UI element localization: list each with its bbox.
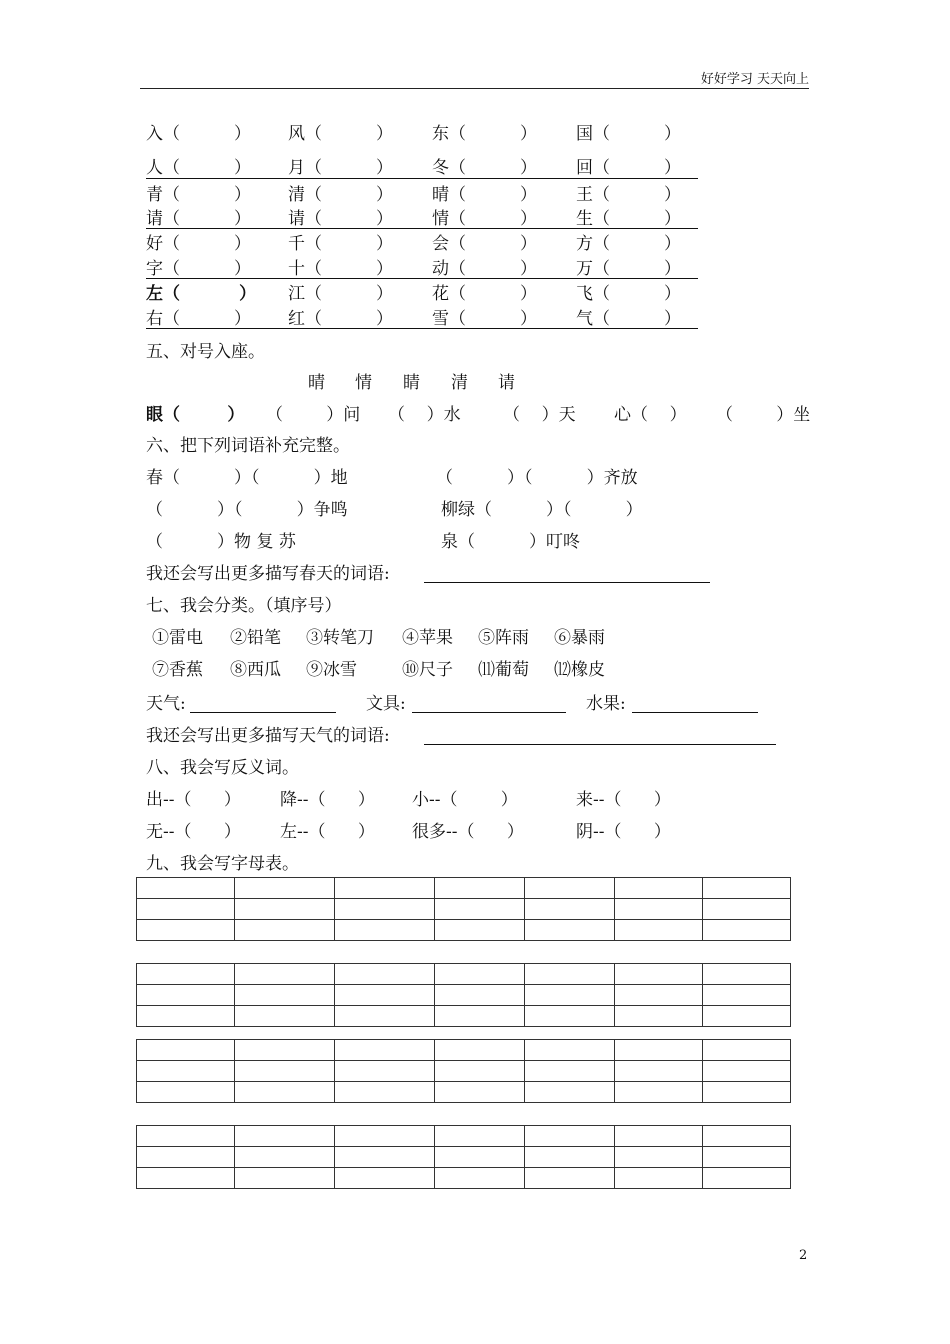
grid-row — [137, 1082, 791, 1103]
grid-row — [137, 920, 791, 941]
char-cell: 右（ ） — [146, 309, 252, 329]
section5-word: 晴 — [308, 373, 325, 393]
char-cell: 请（ ） — [146, 209, 252, 229]
char-cell: 晴（ ） — [432, 185, 538, 205]
antonym-item: 出--（ ） — [146, 790, 241, 810]
grid-row — [137, 1040, 791, 1061]
classify-item: ③转笔刀 — [306, 628, 374, 648]
idiom-blank: （ ）（ ）争鸣 — [146, 500, 348, 520]
char-cell: 人（ ） — [146, 158, 252, 178]
category-weather-line[interactable] — [190, 712, 336, 713]
section5-blank: （ ）天 — [503, 405, 576, 425]
classify-item: ②铅笔 — [230, 628, 281, 648]
idiom-blank: （ ）（ ）齐放 — [436, 468, 638, 488]
section5-blank: 眼（ ） — [146, 405, 245, 425]
header-motto: 好好学习 天天向上 — [700, 72, 809, 87]
classify-item: ①雷电 — [152, 628, 203, 648]
antonym-item: 降--（ ） — [280, 790, 375, 810]
section6-title: 六、把下列词语补充完整。 — [146, 436, 350, 456]
antonym-item: 阴--（ ） — [576, 822, 671, 842]
idiom-blank: 春（ ）（ ）地 — [146, 468, 348, 488]
section5-word: 睛 — [403, 373, 420, 393]
rule-line — [146, 228, 698, 229]
classify-item: ⑥暴雨 — [554, 628, 605, 648]
section8-title: 八、我会写反义词。 — [146, 758, 299, 778]
char-cell: 冬（ ） — [432, 158, 538, 178]
grid-row — [137, 985, 791, 1006]
rule-line — [146, 178, 698, 179]
section5-word: 请 — [498, 373, 515, 393]
classify-item: ⑤阵雨 — [478, 628, 529, 648]
char-cell: 回（ ） — [576, 158, 682, 178]
spring-more-line[interactable] — [424, 582, 710, 583]
classify-item: ⑩尺子 — [402, 660, 453, 680]
grid-row — [137, 899, 791, 920]
alphabet-grid — [136, 877, 791, 941]
section5-word: 情 — [355, 373, 372, 393]
char-cell: 千（ ） — [288, 234, 394, 254]
antonym-item: 无--（ ） — [146, 822, 241, 842]
grid-row — [137, 1126, 791, 1147]
idiom-blank: 柳绿（ ）（ ） — [441, 500, 643, 520]
char-cell: 入（ ） — [146, 124, 252, 144]
char-cell: 左（ ） — [146, 284, 257, 304]
page-header — [140, 62, 809, 89]
char-cell: 江（ ） — [288, 284, 394, 304]
alphabet-grid — [136, 1125, 791, 1189]
alphabet-grid — [136, 1039, 791, 1103]
char-cell: 情（ ） — [432, 209, 538, 229]
antonym-item: 左--（ ） — [280, 822, 375, 842]
char-cell: 花（ ） — [432, 284, 538, 304]
grid-row — [137, 964, 791, 985]
antonym-item: 来--（ ） — [576, 790, 671, 810]
char-cell: 动（ ） — [432, 259, 538, 279]
char-cell: 请（ ） — [288, 209, 394, 229]
rule-line — [146, 328, 698, 329]
antonym-item: 很多--（ ） — [412, 822, 524, 842]
alphabet-grid — [136, 963, 791, 1027]
category-fruit-label: 水果: — [586, 694, 626, 714]
char-cell: 风（ ） — [288, 124, 394, 144]
char-cell: 红（ ） — [288, 309, 394, 329]
section7-title: 七、我会分类。（填序号） — [146, 596, 342, 616]
classify-item: ⑧西瓜 — [230, 660, 281, 680]
section5-blank: 心（ ） — [614, 405, 687, 425]
spring-more-label: 我还会写出更多描写春天的词语: — [146, 564, 390, 584]
char-cell: 东（ ） — [432, 124, 538, 144]
idiom-blank: 泉（ ）叮咚 — [441, 532, 581, 552]
char-cell: 会（ ） — [432, 234, 538, 254]
classify-item: ⑦香蕉 — [152, 660, 203, 680]
section9-title: 九、我会写字母表。 — [146, 854, 299, 874]
section5-blank: （ ）坐 — [716, 405, 811, 425]
char-cell: 气（ ） — [576, 309, 682, 329]
char-cell: 清（ ） — [288, 185, 394, 205]
char-cell: 好（ ） — [146, 234, 252, 254]
char-cell: 国（ ） — [576, 124, 682, 144]
classify-item: ④苹果 — [402, 628, 453, 648]
rule-line — [146, 278, 698, 279]
weather-more-label: 我还会写出更多描写天气的词语: — [146, 726, 390, 746]
section5-word: 清 — [451, 373, 468, 393]
char-cell: 字（ ） — [146, 259, 252, 279]
section5-blank: （ ）水 — [388, 405, 461, 425]
grid-row — [137, 1147, 791, 1168]
char-cell: 青（ ） — [146, 185, 252, 205]
grid-row — [137, 1061, 791, 1082]
char-cell: 雪（ ） — [432, 309, 538, 329]
section5-blank: （ ）问 — [266, 405, 361, 425]
category-stationery-label: 文具: — [366, 694, 406, 714]
grid-row — [137, 1006, 791, 1027]
category-stationery-line[interactable] — [412, 712, 566, 713]
char-cell: 王（ ） — [576, 185, 682, 205]
grid-row — [137, 1168, 791, 1189]
classify-item: ⑿橡皮 — [554, 660, 605, 680]
classify-item: ⑾葡萄 — [478, 660, 529, 680]
char-cell: 生（ ） — [576, 209, 682, 229]
classify-item: ⑨冰雪 — [306, 660, 357, 680]
char-cell: 月（ ） — [288, 158, 394, 178]
char-cell: 万（ ） — [576, 259, 682, 279]
grid-row — [137, 878, 791, 899]
idiom-blank: （ ）物 复 苏 — [146, 532, 296, 552]
page-number: 2 — [799, 1248, 808, 1263]
category-weather-label: 天气: — [146, 694, 186, 714]
antonym-item: 小--（ ） — [412, 790, 518, 810]
section5-title: 五、对号入座。 — [146, 342, 265, 362]
char-cell: 方（ ） — [576, 234, 682, 254]
char-cell: 飞（ ） — [576, 284, 682, 304]
weather-more-line[interactable] — [424, 744, 776, 745]
char-cell: 十（ ） — [288, 259, 394, 279]
category-fruit-line[interactable] — [632, 712, 758, 713]
